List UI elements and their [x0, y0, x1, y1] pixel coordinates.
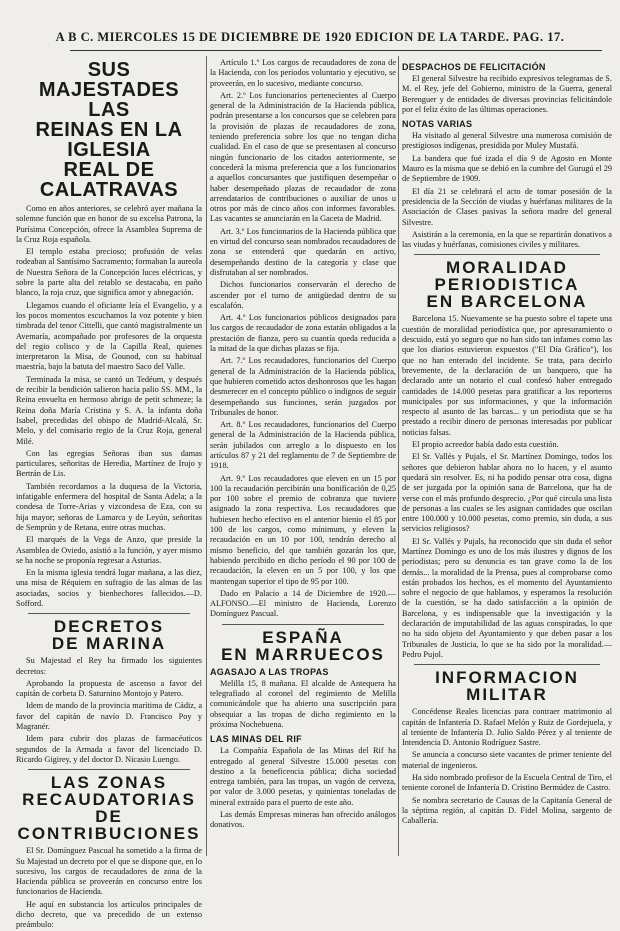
headline-line: MILITAR	[466, 685, 548, 705]
paragraph: Art. 2.º Los funcionarios pertenecientes al Cuerpo general de la Administración de la Hacienda pública, podrán presentarse a los concursos que se celebren para la provisión de plazas de recaudadores de zona, teniendo preferencia sobre los que no tengan dicha cualidad. En el caso de que se presentasen al concurso ningún funcionario de los citados anteriormente, se concederá la misma preferencia que a los funcionarios a aquellos concursantes que justifiquen desempeñar o haber desempeñado plazas de recaudador de zona arrendatarios de contribuciones o auxiliar de unos u otros por más de cinco años con informes favorables. Las vacantes se anunciarán en la Gaceta de Madrid.	[210, 90, 396, 224]
paragraph: Su Majestad el Rey ha firmado los siguientes decretos:	[16, 656, 202, 676]
paragraph: Idem de mando de la provincia marítima de Cádiz, a favor del capitán de navío D. Francisco Poy y Magranér.	[16, 701, 202, 732]
section-rule	[28, 769, 190, 770]
paragraph: Las demás Empresas mineras han ofrecido análogos donativos.	[210, 810, 396, 830]
headline-line: ESPAÑA	[262, 627, 344, 647]
paragraph: También recordamos a la duquesa de la Victoria, infatigable enfermera del hospital de Santa Adela; a la condesa de Torre-Arias y vizcondesa de Eza, con su hija mayor; señoras de Lamarca y de Leyún, señoritas de Semprún y de Retana, entre otras muchas.	[16, 481, 202, 532]
paragraph: Se nombra secretario de Causas de la Capitanía General de la séptima región, al capitán D. Fidel Molina, sargento de Caballería.	[402, 795, 612, 826]
headline-line: INFORMACION	[435, 668, 579, 688]
section-rule	[28, 613, 190, 614]
paragraph: Art. 7.º Los recaudadores, funcionarios del Cuerpo general de la Administración de la Hacienda pública, que hubieren cometido actos deshonrosos que les hagan desmerecer en el concepto público o indignos de seguir desempeñando sus funciones, serán juzgados por Tribunales de honor.	[210, 356, 396, 417]
headline-line: DECRETOS	[53, 617, 165, 637]
column-2	[210, 58, 396, 856]
paragraph: Idem para cubrir dos plazas de farmacéuticos segundos de la Armada a favor del licenciado D. Ricardo Gigirey, y del doctor D. Nicasio Luengo.	[16, 734, 202, 764]
section-rule	[414, 664, 600, 665]
column-divider	[206, 56, 207, 856]
paragraph: Terminada la misa, se cantó un Tedéum, y después de recibir la bendición salieron hacia palio SS. MM., la Reina envuelta en hermoso abrigo de petit schmeze; la Reina doña María Cristina y S. A. la infanta doña Isabel, precedidas del obispo de Madrid-Alcalá, Sr. Melo, y del comisario regio de la Cruz Roja, general Milé.	[16, 374, 202, 446]
paragraph: El Sr. Domínguez Pascual ha sometido a la firma de Su Majestad un decreto por el que se dispone que, en lo sucesivo, los cargos de recaudadores de zona de la Hacienda pública se proveerán en concurso entre los funcionarios de Hacienda.	[16, 846, 202, 897]
headline-line: REAL DE CALATRAVAS	[39, 159, 179, 201]
headline-moralidad	[402, 259, 612, 310]
headline-line: PERIODISTICA	[434, 275, 580, 295]
headline-line: LAS ZONAS	[50, 773, 168, 793]
paragraph: Como en años anteriores, se celebró ayer mañana la solemne función que en honor de su excelsa Patrona, la Purísima Concepción, ofrece la Asamblea Suprema de la Cruz Roja española.	[16, 204, 202, 244]
headline-line: DE CONTRIBUCIONES	[17, 807, 201, 844]
paragraph: Dado en Palacio a 14 de Diciembre de 1920.—ALFONSO.—El ministro de Hacienda, Lorenzo Domínguez Pascual.	[210, 588, 396, 619]
column-divider	[398, 56, 399, 856]
paragraph: Art. 9.º Los recaudadores que eleven en un 15 por 100 la recaudación percibirán una bonificación de 0,25 por 100 sobre el premio de cobranza que tuviere asignado la zona respectiva. Los recaudadores que hubiesen hecho efectivo en el anterior bienio el 85 por 100 de los cargos, como mínimum, y eleven la recaudación en un 10 por 100, tendrán derecho al mismo beneficio, del que también gozarán los que, habiendo percibido en dicho período el 90 por 100 de recaudación, la eleven en un 5 por 100, y los que mantengan superior el tipo de 95 por 100.	[210, 473, 396, 586]
column-1	[16, 58, 202, 930]
paragraph: El Sr. Vallés y Pujals, el Sr. Martínez Domingo, todos los señores que debieron hablar ahora no lo hacen, y el asunto quedará sin resolver. Es, ni ha podido pensar otra cosa, digna de ser juzgada por la opinión sana de Barcelona, que ha de verse con el más profundo desprecio. ¿Por qué circula una lista de personas a las cuales se les asignan cantidades que oscilan entre 100.000 y 10.000 pesetas, como premio, sin duda, a sus servicios religiosos?	[402, 452, 612, 534]
paragraph: Concédense Reales licencias para contraer matrimonio al capitán de Infantería D. Rafael Melón y Ruiz de Gordejuela, y al teniente de Infantería D. Julio Saldo Pérez y al teniente de Intendencia D. Antonio Rodríguez Sastre.	[402, 707, 612, 748]
headline-decretos	[16, 618, 202, 652]
paragraph: En la misma iglesia tendrá lugar mañana, a las diez, una misa de Réquiem en sufragio de las almas de las asociadas, socios y bienhechores fallecidos.—D. Sofford.	[16, 568, 202, 608]
paragraph: Art. 4.º Los funcionarios públicos designados para los cargos de recaudador de zona estarán obligados a la prestación de fianza, pero su cuantía queda reducida a la mitad de la que dichas plazas se fija.	[210, 313, 396, 354]
paragraph: Aprobando la propuesta de ascenso a favor del capitán de corbeta D. Saturnino Montojo y Patero.	[16, 678, 202, 699]
masthead-rule	[70, 50, 602, 51]
paragraph: El templo estaba precioso; profusión de velas rodeaban al Santísimo Sacramento; formaban la aureola de Nuestra Señora de la Concepción luces eléctricas, y sobre la parte alta del retablo se destacaba, en paño blanco, la roja cruz, que significa amor y abnegación.	[16, 247, 202, 298]
headline-line: DE MARINA	[51, 634, 167, 654]
paragraph: Art. 3.º Los funcionarios de la Hacienda pública que en virtud del concurso sean nombrados recaudadores de zona se entenderá que quedarán en activo, desempeñando destino de la categoría y clase que disfrutaban al ser nombrados.	[210, 226, 396, 277]
headline-espana	[210, 629, 396, 663]
paragraph: Con las egregias Señoras iban sus damas particulares, señoritas de Heredia, Martínez de Irujo y Bertrán de Lis.	[16, 448, 202, 479]
subheading: LAS MINAS DEL RIF	[210, 734, 302, 745]
headline-line: SUS MAJESTADES LAS	[38, 59, 180, 121]
paragraph: Dichos funcionarios conservarán el derecho de ascender por el turno de antigüedad dentro de su escalafón.	[210, 280, 396, 310]
paragraph: Art. 8.º Los recaudadores, funcionarios del Cuerpo general de la Administración de la Hacienda pública, serán jubilados con arreglo a lo dispuesto en los artículos 87 y 21 del reglamento de 7 de Septiembre de 1918.	[210, 420, 396, 471]
paragraph: Se anuncia a concurso siete vacantes de primer teniente del material de ingenieros.	[402, 750, 612, 770]
headline-line: EN BARCELONA	[426, 292, 588, 312]
masthead: A B C. MIERCOLES 15 DE DICIEMBRE DE 1920 EDICION DE LA TARDE. PAG. 17.	[55, 30, 565, 44]
paragraph: El marqués de la Vega de Anzo, que preside la Asamblea de Oviedo, asistió a la función, y ayer mismo se ha noche se proponía regresar a Asturias.	[16, 535, 202, 565]
headline-line: REINAS EN LA IGLESIA	[35, 119, 183, 161]
paragraph: Melilla 15, 8 mañana. El alcalde de Antequera ha telegrafiado al coronel del regimiento de Melilla comunicándole que ha abierto una suscripción para obsequiar a las tropas de dicho regimiento en la próxima Nochebuena.	[210, 678, 396, 729]
headline-line: MORALIDAD	[446, 258, 568, 278]
paragraph: El propio acreedor había dado esta cuestión.	[412, 440, 559, 450]
headline-zonas	[16, 774, 202, 842]
paragraph: La bandera que fué izada el día 9 de Agosto en Monte Mauro es la misma que se debió en la cumbre del Gurugú el 29 de Septiembre de 1909.	[402, 153, 612, 184]
paragraph: Ha visitado al general Silvestre una numerosa comisión de prestigiosos indígenas, presidida por Muley Mustafá.	[402, 131, 612, 151]
subheading: NOTAS VARIAS	[402, 119, 473, 130]
subheading: AGASAJO A LAS TROPAS	[210, 666, 329, 677]
section-rule	[414, 254, 600, 255]
paragraph: El día 21 se celebrará el acto de tomar posesión de la presidencia de la Sección de viudas y huérfanas militares de la Asociación de Clases pasivas la señora madre del general Silvestre.	[402, 186, 612, 227]
paragraph: Llegamos cuando el oficiante leía el Evangelio, y a los pocos momentos escuchamos la voz potente y bien timbrada del tenor Cittelli, que cantó magistralmente un Avemaría, acompañado por profesores de la orquesta del regio colisco y de la Capilla Real, quienes interpretaron la Misa, de Gounod, con su habitual maestría, bajo la batuta del maestro Saco del Valle.	[16, 300, 202, 372]
paragraph: He aquí en substancia los artículos principales de dicho decreto, que va precedido de un extenso preámbulo:	[16, 899, 202, 930]
paragraph: Barcelona 15. Nuevamente se ha puesto sobre el tapete una cuestión de moralidad periodística que, por apresuramiento o descuido, está yo seguro que no han sido tan infames como las que los diarios estuvieron expuestos ("El Día Gráfico"), los que no han enterado del incidente. Se trata, para decirlo brevemente, de la declaración de un banquero, que ha declarado ante un notario el cual confesó haber entregado cantidades de 14.000 pesetas para gratificar a los reporteros municipales por sus informaciones, y que la información respecto al asunto de las barcas... y un periodista que se ha prestado a recibir dinero de personas interesadas por publicar noticias falsas.	[402, 314, 612, 437]
paragraph: La Compañía Española de las Minas del Rif ha entregado al general Silvestre 15.000 pesetas con destino a la beneficencia pública; dicha sociedad entrega también, para las tropas, un vagón de cerveza, por valor de 3.000 pesetas, y quinientas toneladas de mineral extraído para el puerto de este año.	[210, 746, 396, 807]
paragraph: Artículo 1.º Los cargos de recaudadores de zona de la Hacienda, con los periodos voluntario y ejecutivo, se proveerán, en lo sucesivo, mediante concurso.	[210, 58, 396, 88]
headline-line: EN MARRUECOS	[221, 644, 385, 664]
column-3	[402, 58, 612, 856]
paragraph: El general Silvestre ha recibido expresivos telegramas de S. M. el Rey, jefe del Gobierno, ministro de la Guerra, general Berenguer y de entidades de diversas provincias felicitándole por el feliz éxito de las últimas operaciones.	[402, 74, 612, 114]
headline-reinas	[16, 60, 202, 200]
subheading: DESPACHOS DE FELICITACIÓN	[402, 62, 546, 72]
paragraph: El Sr. Vallés y Pujals, ha reconocido que sin duda el señor Martínez Domingo es uno de los más ilustres y dignos de los periodistas; pero su denuncia es tan grave como la de los demás... la moralidad de la Prensa, pues al comprobarse como están probados los hechos, es el momento del Ayuntamiento sobre el negocio de que hablamos, y esperamos la resolución de la cuestión, se ha dado satisfacción a la opinión de Barcelona, y es indispensable que la investigación y la declaración de imputabilidad de las aguas conspiradas, lo que no ha sido objeto del Ayuntamiento y que deben pasar a los Tribunales de Justicia, lo que se ha sido por la moralidad.—Pedro Pujol.	[402, 536, 612, 659]
paragraph: Asistirán a la ceremonia, en la que se repartirán donativos a las viudas y huérfanas, comisiones civiles y militares.	[402, 229, 612, 250]
headline-line: RECAUDATORIAS	[22, 790, 196, 810]
section-rule	[222, 624, 384, 625]
paragraph: Ha sido nombrado profesor de la Escuela Central de Tiro, el teniente coronel de Infantería D. Cristino Bermúdez de Castro.	[402, 773, 612, 793]
headline-informacion	[402, 669, 612, 703]
